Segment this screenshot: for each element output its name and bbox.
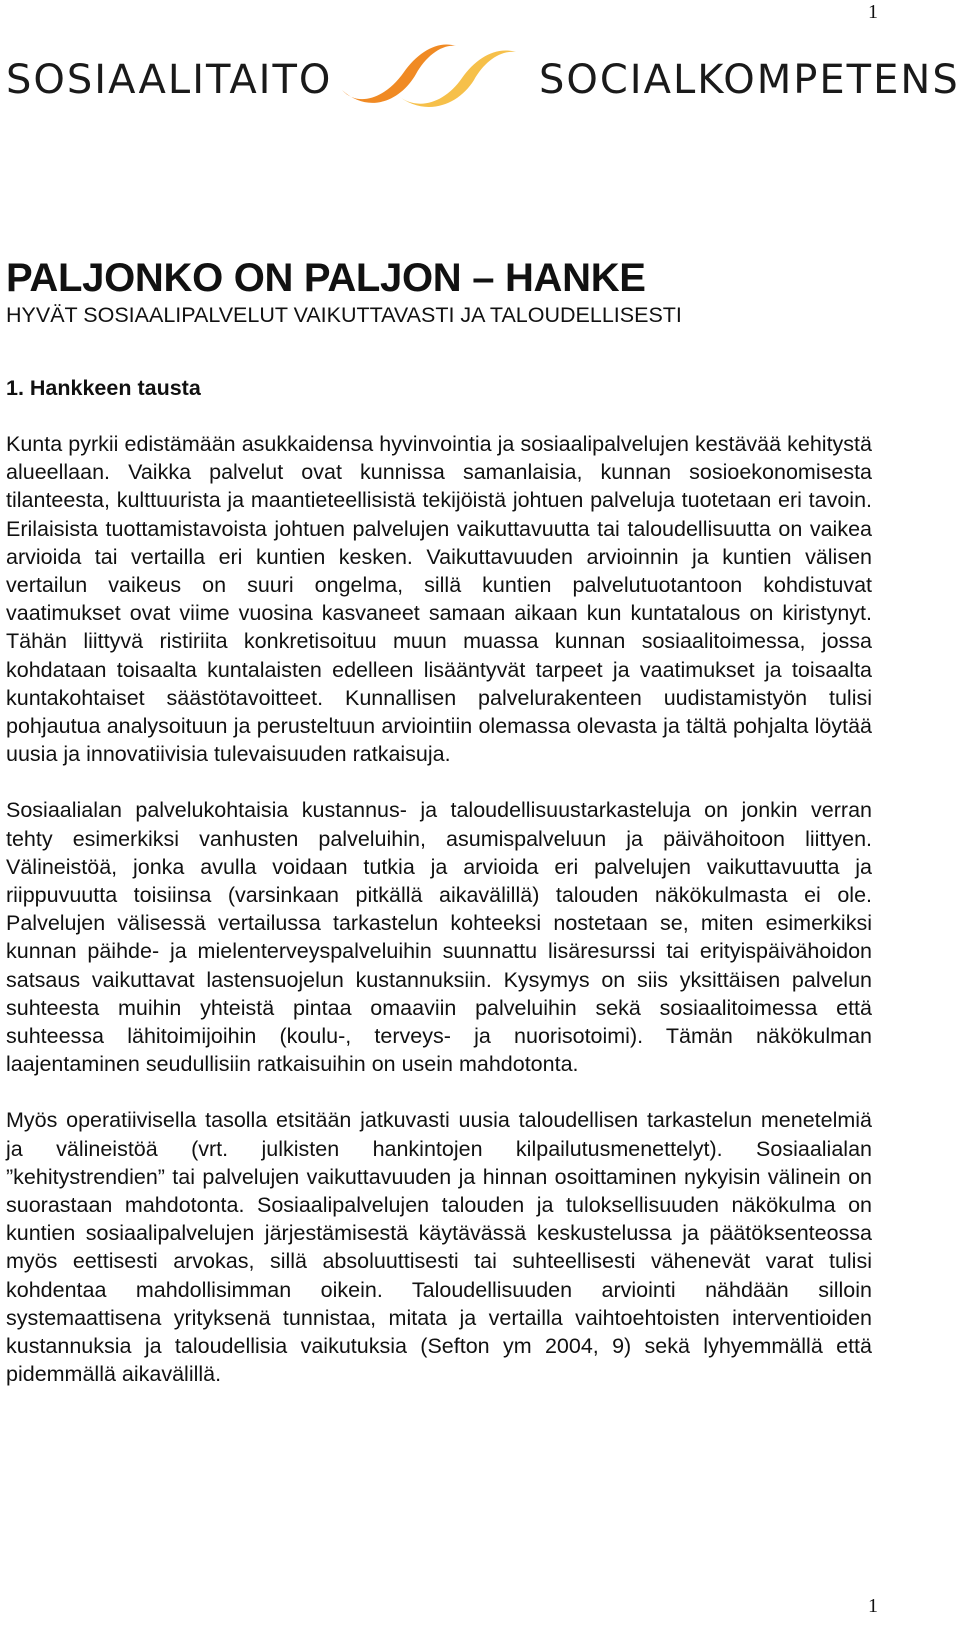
paragraph-1: Kunta pyrkii edistämään asukkaidensa hyvinvointia ja sosiaalipalvelujen kestävää kehitystä alueellaan. Vaikka palvelut ovat kunnissa samanlaisia, kunnan sosioekonomisesta tilanteesta, kulttuurista ja maantieteellisistä tekijöistä johtuen palveluja tuotetaan eri tavoin. Erilaisista tuottamistavoista johtuen palvelujen vaikuttavuutta tai taloudellisuutta on vaikea arvioida tai vertailla eri kuntien kesken. Vaikuttavuuden arvioinnin ja kuntien välisen vertailun vaikeus on suuri ongelma, sillä kuntien palvelutuotantoon kohdistuvat vaatimukset ovat viime vuosina kasvaneet samaan aikaan kun kuntatalous on kiristynyt. Tähän liittyvä ristiriita konkretisoituu muun muassa kunnan sosiaalitoimessa, jossa kohdataan toisaalta kuntalaisten edelleen lisääntyvät tarpeet ja vaatimukset ja toisaalta kuntakohtaiset säästötavoitteet. Kunnallisen palvelurakenteen uudistamistyön tulisi pohjautua analysoituun ja perusteltuun arviointiin olemassa olevasta ja tältä pohjalta löytää uusia ja innovatiivisia tulevaisuuden ratkaisuja. [6,432,872,767]
section-heading: 1. Hankkeen tausta [6,376,201,400]
logo-swoosh-orange [342,44,456,102]
logo-text-sosiaalitaito: SOSIAALITAITO [6,57,333,103]
page-number-top: 1 [868,1,878,23]
logo-swoosh-icon [338,34,528,114]
page-title: PALJONKO ON PALJON – HANKE [6,256,646,300]
logo-swoosh-yellow [396,50,516,107]
page-subtitle: HYVÄT SOSIAALIPALVELUT VAIKUTTAVASTI JA TALOUDELLISESTI [6,303,682,327]
paragraph-2: Sosiaalialan palvelukohtaisia kustannus- ja taloudellisuustarkasteluja on jonkin verran tehty esimerkiksi vanhusten palveluihin, asumispalveluun ja päivähoitoon liittyen. Välineistöä, jonka avulla voidaan tutkia ja arvioida eri palvelujen vaikuttavuutta ja riippuvuutta toisiinsa (varsinkaan pitkällä aikavälillä) talouden näkökulmasta ei ole. Palvelujen välisessä vertailussa tarkastelun kohteeksi nostetaan se, miten esimerkiksi kunnan päihde- ja mielenterveyspalveluihin suunnattu lisäresurssi tai erityispäivähoidon satsaus vaikuttavat lastensuojelun kustannuksiin. Kysymys on siis yksittäisen palvelun suhteesta muihin yhteistä pintaa omaaviin palveluihin sekä sosiaalitoimessa että suhteessa lähitoimijoihin (koulu-, terveys- ja nuorisotoimi). Tämän näkökulman laajentaminen seudullisiin ratkaisuihin on usein mahdotonta. [6,798,872,1077]
paragraph-3: Myös operatiivisella tasolla etsitään jatkuvasti uusia taloudellisen tarkastelun menetelmiä ja välineistöä (vrt. julkisten hankintojen kilpailutusmenettelyt). Sosiaalialan ”kehitystrendien” tai palvelujen vaikuttavuuden ja hinnan osoittaminen nykyisin välinein on suorastaan mahdotonta. Sosiaalipalvelujen talouden ja tuloksellisuuden näkökulma on kuntien sosiaalipalvelujen järjestämisestä käytävässä keskustelussa ja päätöksenteossa myös eettisesti arvokas, sillä absoluuttisesti tai suhteellisesti vähenevät varat tulisi kohdentaa mahdollisimman oikein. Taloudellisuuden arviointi nähdään silloin systemaattisena yrityksenä tunnistaa, mitata ja vertailla vaihtoehtoisten interventioiden kustannuksia ja taloudellisia vaikutuksia (Sefton ym 2004, 9) sekä lyhyemmällä että pidemmällä aikavälillä. [6,1108,872,1387]
header-logo [6,34,960,114]
logo-text-socialkompetens: SOCIALKOMPETENS [539,57,960,103]
document-body [6,252,872,1389]
page-number-bottom: 1 [868,1595,878,1617]
